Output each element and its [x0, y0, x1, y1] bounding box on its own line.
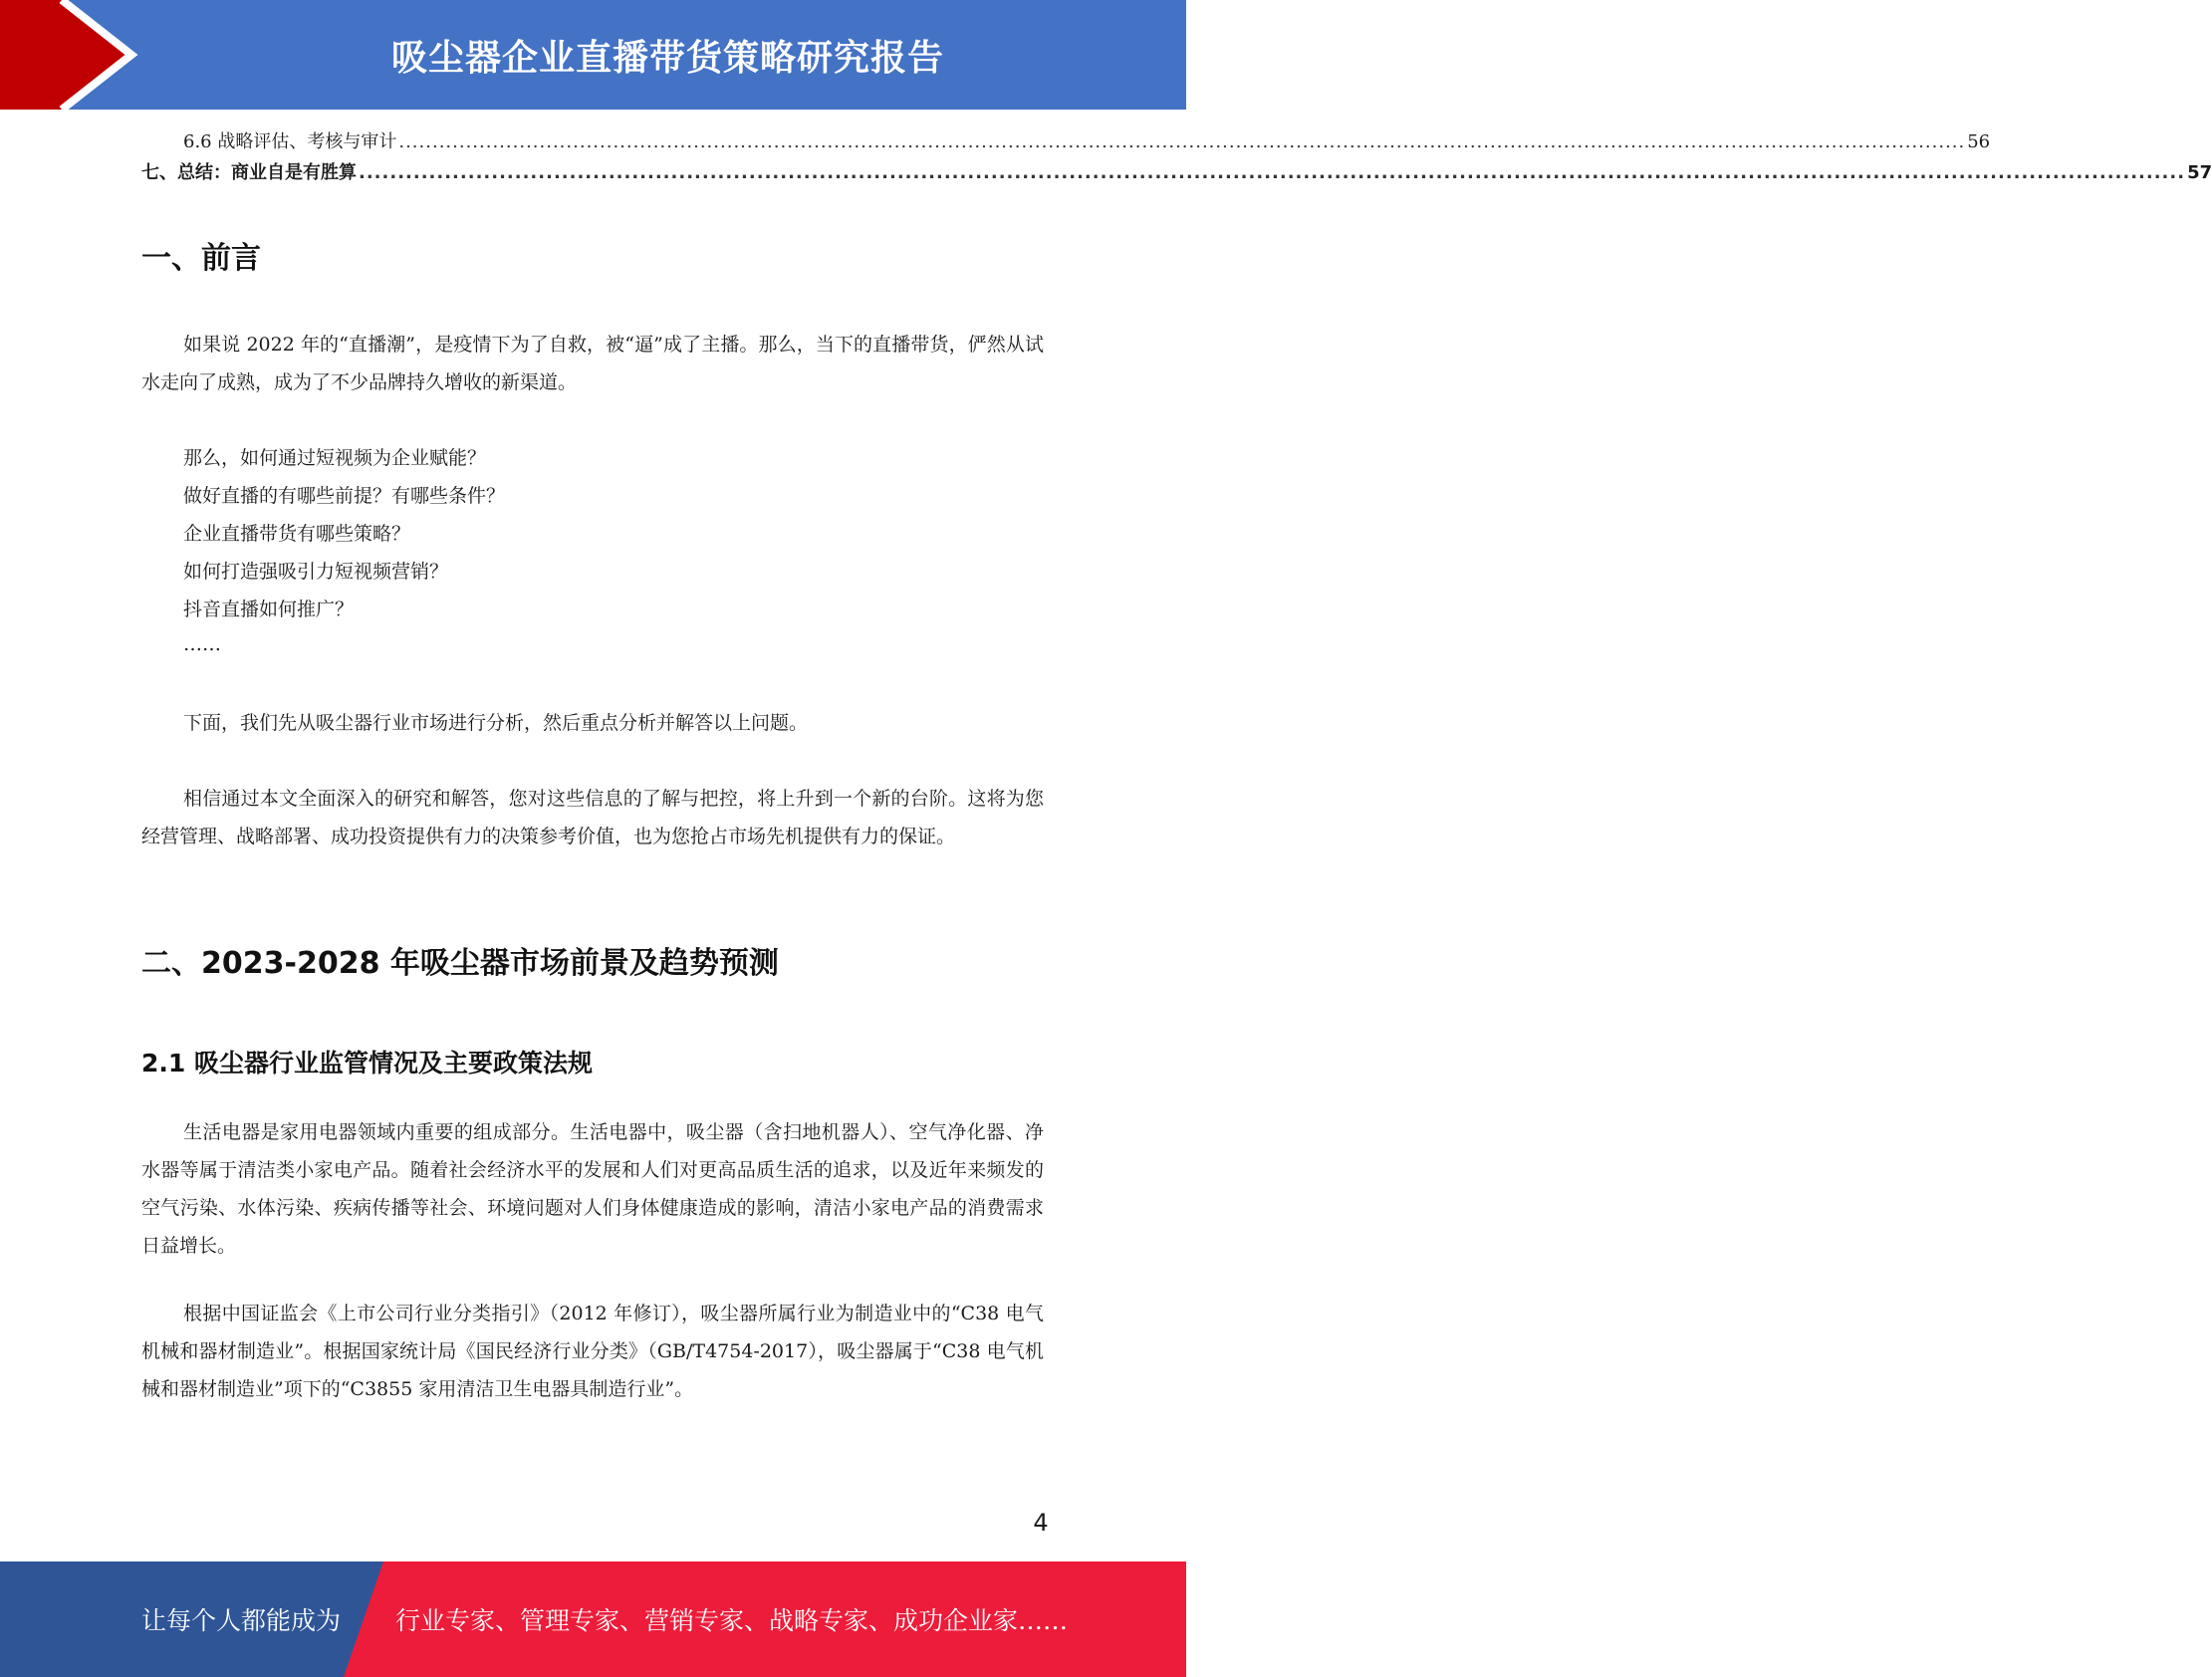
section-heading-preface: 一、前言: [141, 241, 261, 276]
toc-leader-dots: ..........................................................................................................................................................................................................................................: [359, 162, 2186, 183]
footer-slogan-right: 行业专家、管理专家、营销专家、战略专家、成功企业家……: [395, 1606, 1069, 1635]
subsection-heading-regulation: 2.1 吸尘器行业监管情况及主要政策法规: [141, 1049, 593, 1078]
report-title: 吸尘器企业直播带货策略研究报告: [390, 37, 944, 79]
toc-entry-page: 56: [1967, 131, 1991, 152]
question-item: 做好直播的有哪些前提？有哪些条件？: [183, 485, 506, 507]
question-item: 企业直播带货有哪些策略？: [183, 523, 411, 545]
footer-slogan-left: 让每个人都能成为: [141, 1606, 342, 1635]
question-item: 那么，如何通过短视频为企业赋能？: [183, 447, 487, 469]
toc-entry-page: 57: [2187, 162, 2212, 183]
toc-leader-dots: ..........................................................................................................................................................................................................................................: [398, 131, 1966, 152]
page-number: 4: [1033, 1509, 1049, 1537]
header-arrow-decoration: [0, 0, 149, 110]
regulation-paragraph-1: 生活电器是家用电器领域内重要的组成部分。生活电器中，吸尘器（含扫地机器人）、空气净化器、净水器等属于清洁类小家电产品。随着社会经济水平的发展和人们对更高品质生活的追求，以及近年来频发的空气污染、水体污染、疾病传播等社会、环境问题对人们身体健康造成的影响，清洁小家电产品的消费需求日益增长。: [141, 1121, 1044, 1257]
toc-entry[interactable]: [141, 160, 2212, 186]
preface-paragraph: 如果说 2022 年的“直播潮”，是疫情下为了自救，被“逼”成了主播。那么，当下的直播带货，俨然从试水走向了成熟，成为了不少品牌持久增收的新渠道。: [141, 334, 1044, 393]
section-heading-market-outlook: 二、2023-2028 年吸尘器市场前景及趋势预测: [141, 946, 779, 981]
toc-entry-label: 6.6 战略评估、考核与审计: [183, 131, 397, 152]
value-paragraph: 相信通过本文全面深入的研究和解答，您对这些信息的了解与把控，将上升到一个新的台阶。这将为您经营管理、战略部署、成功投资提供有力的决策参考价值，也为您抢占市场先机提供有力的保证。: [141, 788, 1044, 847]
analysis-intro-paragraph: 下面，我们先从吸尘器行业市场进行分析，然后重点分析并解答以上问题。: [183, 712, 809, 734]
question-item: 如何打造强吸引力短视频营销？: [183, 561, 449, 583]
regulation-paragraph-2: 根据中国证监会《上市公司行业分类指引》（2012 年修订），吸尘器所属行业为制造业中的“C38 电气机械和器材制造业”。根据国家统计局《国民经济行业分类》（GB/T4754-2017），吸尘器属于“C38 电气机械和器材制造业”项下的“C3855 家用清洁卫生电器具制造行业”。: [141, 1303, 1044, 1400]
header-bar: [0, 0, 1186, 110]
question-item-ellipsis: ……: [183, 633, 221, 655]
toc-entry-label: 七、总结：商业自是有胜算: [141, 162, 357, 183]
footer-banner: [0, 1561, 1186, 1677]
question-item: 抖音直播如何推广？: [183, 599, 355, 620]
toc-entry[interactable]: [183, 129, 1991, 155]
